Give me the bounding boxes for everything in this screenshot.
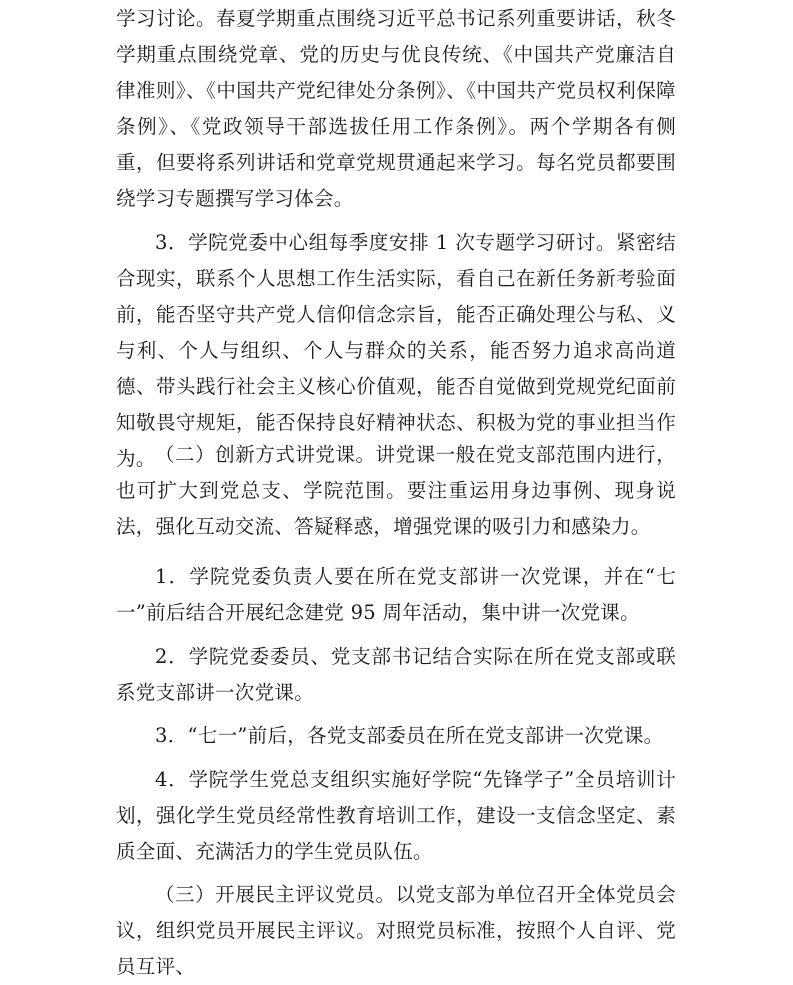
paragraph-item-1-leader-lecture: 1．学院党委负责人要在所在党支部讲一次党课，并在“七一”前后结合开展纪念建党 95 周年活动，集中讲一次党课。 [116,565,676,624]
paragraph-item-3-branch-lecture: 3．“七一”前后，各党支部委员在所在党支部讲一次党课。 [155,724,664,747]
paragraph-item-4-student-training: 4．学院学生党总支组织实施好学院“先锋学子”全员培训计划，强化学生党员经常性教育培训工作，建设一支信念坚定、素质全面、充满活力的学生党员队伍。 [116,768,676,863]
paragraph-section-3-democratic-review: （三）开展民主评议党员。以党支部为单位召开全体党员会议，组织党员开展民主评议。对照党员标准，按照个人自评、党员互评、 [116,883,676,978]
paragraph-section-2-party-lecture: （二）创新方式讲党课。讲党课一般在党支部范围内进行，也可扩大到党总支、学院范围。要注重运用身边事例、现身说法，强化互动交流、答疑释惑，增强党课的吸引力和感染力。 [116,443,676,538]
paragraph-item-2-committee-lecture: 2．学院党委委员、党支部书记结合实际在所在党支部或联系党支部讲一次党课。 [116,645,676,704]
paragraph-item-3-center-group: 3．学院党委中心组每季度安排 1 次专题学习研讨。紧密结合现实，联系个人思想工作生活实际，看自己在新任务新考验面前，能否坚守共产党人信仰信念宗旨，能否正确处理公与私、义与利、个人与组织、个人与群众的关系，能否努力追求高尚道德、带头践行社会主义核心价值观，能否自觉做到党规党纪面前知敬畏守规矩，能否保持良好精神状态、积极为党的事业担当作为。 [116,231,676,470]
paragraph-study-topics: 学习讨论。春夏学期重点围绕习近平总书记系列重要讲话，秋冬学期重点围绕党章、党的历史与优良传统、《中国共产党廉洁自律准则》、《中国共产党纪律处分条例》、《中国共产党员权利保障条例》、《党政领导干部选拔任用工作条例》。两个学期各有侧重，但要将系列讲话和党章党规贯通起来学习。每名党员都要围绕学习专题撰写学习体会。 [116,7,676,210]
